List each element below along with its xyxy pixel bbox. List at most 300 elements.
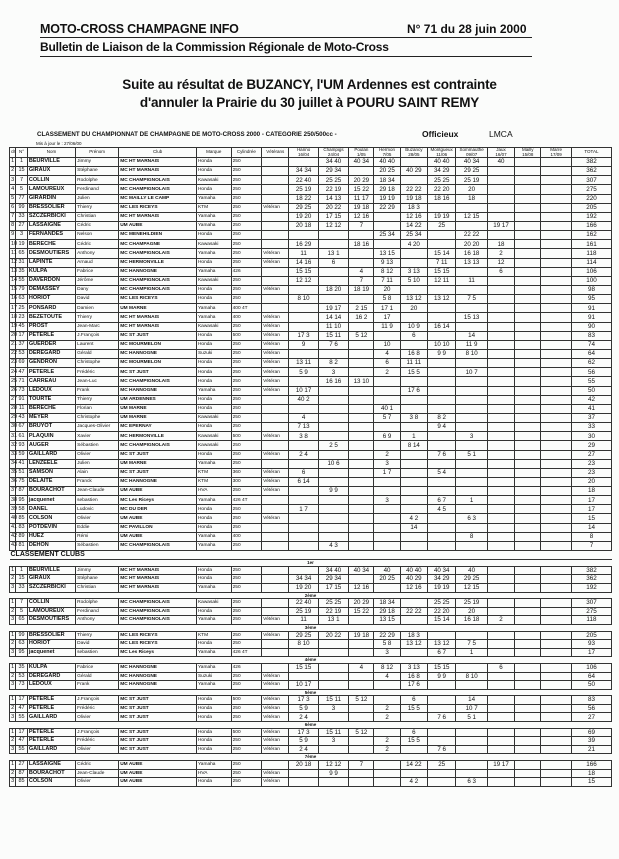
points-cell — [289, 496, 318, 505]
points-cell: 19 17 — [487, 761, 514, 770]
rank-cell: 3 — [10, 648, 16, 657]
rank-cell: 43 — [10, 541, 16, 550]
table-row — [10, 176, 612, 185]
points-cell — [487, 404, 514, 413]
points-cell — [349, 258, 374, 267]
points-cell: 12 11 — [428, 276, 456, 285]
points-cell — [428, 487, 456, 496]
points-cell: 4 2 — [400, 778, 427, 787]
points-cell: 5 7 — [374, 413, 400, 422]
displacement-cell: 250 — [231, 276, 261, 285]
points-cell: 40 1 — [374, 404, 400, 413]
points-cell — [428, 395, 456, 404]
points-cell — [487, 745, 514, 754]
points-cell-empty — [541, 404, 571, 413]
surname-cell: GAILLARD — [27, 450, 75, 459]
total-cell: 17 — [571, 648, 611, 657]
surname-cell: PETERLE — [27, 368, 75, 377]
club-cell: MC CHAMPIGNOLAIS — [119, 377, 197, 386]
displacement-cell: 250 — [231, 450, 261, 459]
points-cell-empty — [515, 404, 541, 413]
club-cell: MC HANNOGNE — [119, 681, 197, 690]
points-cell: 5 4 — [428, 468, 456, 477]
brand-cell: Honda — [196, 340, 231, 349]
points-cell — [456, 681, 488, 690]
total-cell: 30 — [571, 432, 611, 441]
points-cell-empty — [515, 523, 541, 532]
column-header — [487, 148, 514, 158]
points-cell: 16 8 — [400, 349, 427, 358]
points-cell: 22 22 — [456, 231, 488, 240]
points-cell — [318, 267, 348, 276]
displacement-cell: 250 — [231, 194, 261, 203]
points-cell: 10 9 — [400, 322, 427, 331]
number-cell: 65 — [16, 249, 28, 258]
firstname-cell: Jérôme — [76, 276, 119, 285]
veteran-cell: Vétéran — [262, 477, 289, 486]
points-cell: 4 3 — [318, 541, 348, 550]
points-cell: 20 22 — [318, 203, 348, 212]
points-cell: 2 — [374, 704, 400, 713]
displacement-cell: 250 — [231, 778, 261, 787]
surname-cell: FERNANDES — [27, 231, 75, 240]
brand-cell: Honda — [196, 368, 231, 377]
points-cell — [456, 541, 488, 550]
points-cell — [374, 778, 400, 787]
club-cell: MC CHAMPIGNOLAIS — [119, 616, 197, 625]
column-header — [541, 148, 571, 158]
points-cell — [487, 477, 514, 486]
points-cell — [374, 423, 400, 432]
points-cell: 12 15 — [456, 583, 488, 592]
veteran-cell: Vétéran — [262, 340, 289, 349]
points-cell: 18 — [487, 240, 514, 249]
surname-cell: DANEL — [27, 505, 75, 514]
clubs-title: CLASSEMENT CLUBS — [10, 551, 612, 560]
table-row — [10, 304, 612, 313]
points-cell: 19 19 — [428, 583, 456, 592]
firstname-cell: Jimmy — [76, 158, 119, 167]
points-cell — [487, 737, 514, 746]
firstname-cell: Jean-Claude — [76, 769, 119, 778]
rank-cell: 3 — [10, 616, 16, 625]
points-cell-empty — [515, 672, 541, 681]
number-cell: 81 — [16, 541, 28, 550]
brand-cell: Honda — [196, 450, 231, 459]
points-cell: 15 15 — [428, 267, 456, 276]
column-label: Champigs — [323, 147, 344, 152]
firstname-cell: Thierry — [76, 313, 119, 322]
table-row — [10, 203, 612, 212]
points-cell — [487, 514, 514, 523]
points-cell: 22 40 — [289, 176, 318, 185]
rank-cell: 29 — [10, 413, 16, 422]
number-cell: 85 — [16, 514, 28, 523]
points-cell: 6 — [400, 728, 427, 737]
veteran-cell: Vétéran — [262, 432, 289, 441]
number-cell: 53 — [16, 349, 28, 358]
points-cell — [289, 441, 318, 450]
brand-cell: Kawasaki — [196, 441, 231, 450]
veteran-cell — [262, 599, 289, 608]
number-cell: 51 — [16, 468, 28, 477]
rank-cell: 14 — [10, 276, 16, 285]
table-row — [10, 477, 612, 486]
table-row — [10, 258, 612, 267]
column-date: 7/05 — [382, 151, 392, 157]
firstname-cell: Thierry — [76, 203, 119, 212]
firstname-cell: Christophe — [76, 413, 119, 422]
points-cell: 34 40 — [318, 158, 348, 167]
brand-cell: Honda — [196, 575, 231, 584]
points-cell — [428, 203, 456, 212]
header-rule-top — [40, 37, 532, 38]
firstname-cell: Anthony — [76, 249, 119, 258]
points-cell — [487, 681, 514, 690]
points-cell — [456, 404, 488, 413]
points-cell-empty — [541, 349, 571, 358]
points-cell: 2 4 — [289, 450, 318, 459]
points-cell-empty — [515, 566, 541, 575]
points-cell — [349, 487, 374, 496]
number-cell: 89 — [16, 532, 28, 541]
displacement-cell: 300 — [231, 477, 261, 486]
points-cell — [374, 505, 400, 514]
club-cell: MC HANNOGNE — [119, 349, 197, 358]
points-cell: 25 25 — [318, 176, 348, 185]
points-cell: 14 22 — [400, 221, 427, 230]
total-cell: 21 — [571, 745, 611, 754]
points-cell: 11 — [289, 249, 318, 258]
surname-cell: GIRAUX — [27, 167, 75, 176]
points-cell-empty — [541, 761, 571, 770]
points-cell — [349, 468, 374, 477]
points-cell: 18 3 — [400, 631, 427, 640]
table-row — [10, 285, 612, 294]
points-cell-empty — [541, 648, 571, 657]
points-cell — [289, 349, 318, 358]
points-cell-empty — [541, 769, 571, 778]
firstname-cell: Jimmy — [76, 566, 119, 575]
points-cell — [318, 514, 348, 523]
points-cell — [318, 523, 348, 532]
points-cell: 5 12 — [349, 696, 374, 705]
points-cell: 9 9 — [318, 487, 348, 496]
number-cell: 65 — [16, 616, 28, 625]
club-cell: MC LES RICEYS — [119, 640, 197, 649]
firstname-cell: Jacques-Olivier — [76, 423, 119, 432]
championship-title: CLASSEMENT DU CHAMPIONNAT DE CHAMPAGNE DE MOTO-CROSS 2000 - CATEGORIE 250/500cc - — [37, 131, 337, 138]
veteran-cell: Vétéran — [262, 778, 289, 787]
veteran-cell — [262, 575, 289, 584]
number-cell: 95 — [16, 648, 28, 657]
points-cell-empty — [515, 468, 541, 477]
points-cell: 4 20 — [400, 240, 427, 249]
points-cell-empty — [541, 745, 571, 754]
points-cell — [318, 231, 348, 240]
displacement-cell: 250 — [231, 185, 261, 194]
points-cell — [400, 340, 427, 349]
points-cell — [456, 322, 488, 331]
points-cell: 5 10 — [400, 276, 427, 285]
firstname-cell: Ferdinand — [76, 607, 119, 616]
rank-cell: 8 — [10, 221, 16, 230]
club-cell: UM AUBE — [119, 514, 197, 523]
points-cell — [289, 523, 318, 532]
points-cell — [318, 496, 348, 505]
points-cell-empty — [515, 295, 541, 304]
club-cell: MC MENEHILDIEN — [119, 231, 197, 240]
surname-cell: CARREAU — [27, 377, 75, 386]
points-cell — [349, 395, 374, 404]
points-cell — [349, 450, 374, 459]
rank-cell: 18 — [10, 313, 16, 322]
points-cell: 15 14 — [428, 616, 456, 625]
points-cell — [487, 769, 514, 778]
total-cell: 20 — [571, 477, 611, 486]
points-cell: 3 8 — [289, 432, 318, 441]
firstname-cell: Stéphane — [76, 575, 119, 584]
displacement-cell: 250 — [231, 575, 261, 584]
rank-cell: 40 — [10, 514, 16, 523]
points-cell-empty — [515, 459, 541, 468]
number-cell: 35 — [16, 267, 28, 276]
points-cell — [487, 349, 514, 358]
points-cell — [428, 631, 456, 640]
points-cell: 4 — [349, 267, 374, 276]
points-cell — [374, 761, 400, 770]
issue-number: N° 71 du 28 juin 2000 — [407, 22, 527, 36]
points-cell: 2 — [374, 745, 400, 754]
rank-cell: 24 — [10, 368, 16, 377]
group-label: 1er — [10, 560, 612, 567]
points-cell — [456, 761, 488, 770]
column-header — [262, 148, 289, 158]
points-cell-empty — [515, 728, 541, 737]
points-cell — [349, 745, 374, 754]
points-cell-empty — [515, 313, 541, 322]
points-cell: 15 5 — [400, 737, 427, 746]
column-label: Poulan — [354, 147, 369, 152]
veteran-cell — [262, 176, 289, 185]
total-cell: 23 — [571, 459, 611, 468]
column-header — [515, 148, 541, 158]
number-cell: 33 — [16, 212, 28, 221]
points-cell: 4 2 — [400, 514, 427, 523]
number-cell: 41 — [16, 459, 28, 468]
points-cell: 3 13 — [400, 663, 427, 672]
points-cell: 25 19 — [456, 599, 488, 608]
points-cell: 17 3 — [289, 696, 318, 705]
points-cell: 25 19 — [289, 185, 318, 194]
brand-cell: Honda — [196, 285, 231, 294]
surname-cell: HORIOT — [27, 640, 75, 649]
points-cell-empty — [515, 221, 541, 230]
column-header — [119, 148, 197, 158]
table-row — [10, 221, 612, 230]
points-cell — [289, 648, 318, 657]
number-cell: 67 — [16, 423, 28, 432]
points-cell — [487, 728, 514, 737]
points-cell: 9 9 — [428, 672, 456, 681]
points-cell-empty — [541, 575, 571, 584]
table-row — [10, 505, 612, 514]
points-cell-empty — [541, 331, 571, 340]
club-cell: MC ST JUST — [119, 450, 197, 459]
points-cell: 22 22 — [400, 185, 427, 194]
rank-cell: 2 — [10, 769, 16, 778]
total-cell: 64 — [571, 349, 611, 358]
points-cell: 17 3 — [289, 728, 318, 737]
points-cell: 3 8 — [400, 413, 427, 422]
points-cell: 22 19 — [318, 185, 348, 194]
brand-cell: Yamaha — [196, 459, 231, 468]
club-cell: MC HERMONVILLE — [119, 432, 197, 441]
veteran-cell — [262, 395, 289, 404]
displacement-cell: 250 — [231, 640, 261, 649]
points-cell: 12 16 — [400, 212, 427, 221]
points-cell: 29 18 — [374, 607, 400, 616]
points-cell-empty — [515, 176, 541, 185]
club-cell: MC HT MARNAIS — [119, 583, 197, 592]
club-cell: MC CHAMPIGNOLAIS — [119, 599, 197, 608]
points-cell: 3 — [374, 496, 400, 505]
newsletter-title: MOTO-CROSS CHAMPAGNE INFO — [40, 22, 239, 36]
club-cell: UM MARNE — [119, 404, 197, 413]
surname-cell: LAPINTE — [27, 258, 75, 267]
points-cell-empty — [541, 631, 571, 640]
number-cell: 91 — [16, 395, 28, 404]
points-cell: 12 12 — [318, 761, 348, 770]
points-cell — [318, 505, 348, 514]
points-cell-empty — [541, 607, 571, 616]
firstname-cell: Rémi — [76, 532, 119, 541]
points-cell: 19 17 — [318, 304, 348, 313]
points-cell: 14 — [456, 331, 488, 340]
column-label: N° — [19, 149, 25, 155]
points-cell-empty — [541, 395, 571, 404]
points-cell: 8 12 — [374, 663, 400, 672]
total-cell: 55 — [571, 377, 611, 386]
veteran-cell — [262, 532, 289, 541]
firstname-cell: Frank — [76, 681, 119, 690]
points-cell-empty — [541, 523, 571, 532]
column-label: Buzancy — [405, 147, 423, 152]
points-cell — [318, 681, 348, 690]
points-cell: 12 15 — [456, 212, 488, 221]
surname-cell: PETERLE — [27, 331, 75, 340]
status-label: Officieux — [422, 129, 459, 139]
firstname-cell: Cédric — [76, 761, 119, 770]
total-cell: 98 — [571, 285, 611, 294]
points-cell — [318, 468, 348, 477]
rank-cell: 2 — [10, 672, 16, 681]
points-cell — [318, 295, 348, 304]
displacement-cell: 250 — [231, 459, 261, 468]
points-cell — [374, 532, 400, 541]
displacement-cell: 250 — [231, 704, 261, 713]
firstname-cell: Franck — [76, 477, 119, 486]
points-cell: 15 15 — [289, 663, 318, 672]
points-cell — [456, 737, 488, 746]
points-cell — [318, 640, 348, 649]
points-cell: 8 12 — [374, 267, 400, 276]
points-cell: 22 29 — [374, 203, 400, 212]
points-cell-empty — [541, 737, 571, 746]
veteran-cell — [262, 158, 289, 167]
points-cell-empty — [541, 477, 571, 486]
points-cell — [428, 532, 456, 541]
points-cell — [289, 541, 318, 550]
points-cell-empty — [515, 423, 541, 432]
displacement-cell: 250 — [231, 745, 261, 754]
total-cell: 166 — [571, 221, 611, 230]
points-cell — [456, 413, 488, 422]
surname-cell: DEHON — [27, 541, 75, 550]
veteran-cell: Vétéran — [262, 681, 289, 690]
number-cell: 77 — [16, 194, 28, 203]
number-cell: 23 — [16, 313, 28, 322]
displacement-cell: 250 — [231, 441, 261, 450]
brand-cell: Honda — [196, 185, 231, 194]
points-cell — [487, 395, 514, 404]
newsletter-subtitle: Bulletin de Liaison de la Commission Régionale de Moto-Cross — [40, 40, 389, 54]
points-cell: 19 20 — [289, 212, 318, 221]
veteran-cell — [262, 423, 289, 432]
points-cell — [400, 395, 427, 404]
points-cell-empty — [541, 728, 571, 737]
veteran-cell — [262, 441, 289, 450]
points-cell — [487, 432, 514, 441]
points-cell-empty — [541, 167, 571, 176]
surname-cell: PETERLE — [27, 704, 75, 713]
points-cell: 20 22 — [318, 631, 348, 640]
points-cell-empty — [515, 267, 541, 276]
brand-cell: Honda — [196, 167, 231, 176]
points-cell: 7 11 — [374, 276, 400, 285]
points-cell — [374, 441, 400, 450]
number-cell: 15 — [16, 575, 28, 584]
total-cell: 118 — [571, 249, 611, 258]
points-cell: 25 25 — [318, 599, 348, 608]
points-cell-empty — [515, 514, 541, 523]
points-cell — [349, 616, 374, 625]
points-cell — [456, 386, 488, 395]
points-cell: 29 18 — [374, 185, 400, 194]
total-cell: 56 — [571, 368, 611, 377]
points-cell-empty — [515, 761, 541, 770]
total-cell: 23 — [571, 468, 611, 477]
points-cell: 12 12 — [318, 221, 348, 230]
displacement-cell: 250 — [231, 386, 261, 395]
surname-cell: GIRARDIN — [27, 194, 75, 203]
club-cell: UM MARNE — [119, 304, 197, 313]
firstname-cell: Jean-Marc — [76, 322, 119, 331]
group-row — [10, 754, 612, 761]
points-cell — [428, 541, 456, 550]
points-cell — [289, 778, 318, 787]
surname-cell: BEZETOUTE — [27, 313, 75, 322]
veteran-cell: Vétéran — [262, 696, 289, 705]
points-cell: 29 25 — [289, 203, 318, 212]
points-cell — [487, 599, 514, 608]
points-cell-empty — [541, 778, 571, 787]
points-cell — [289, 304, 318, 313]
points-cell — [428, 441, 456, 450]
points-cell: 2 — [374, 713, 400, 722]
points-cell — [289, 672, 318, 681]
points-cell — [456, 487, 488, 496]
